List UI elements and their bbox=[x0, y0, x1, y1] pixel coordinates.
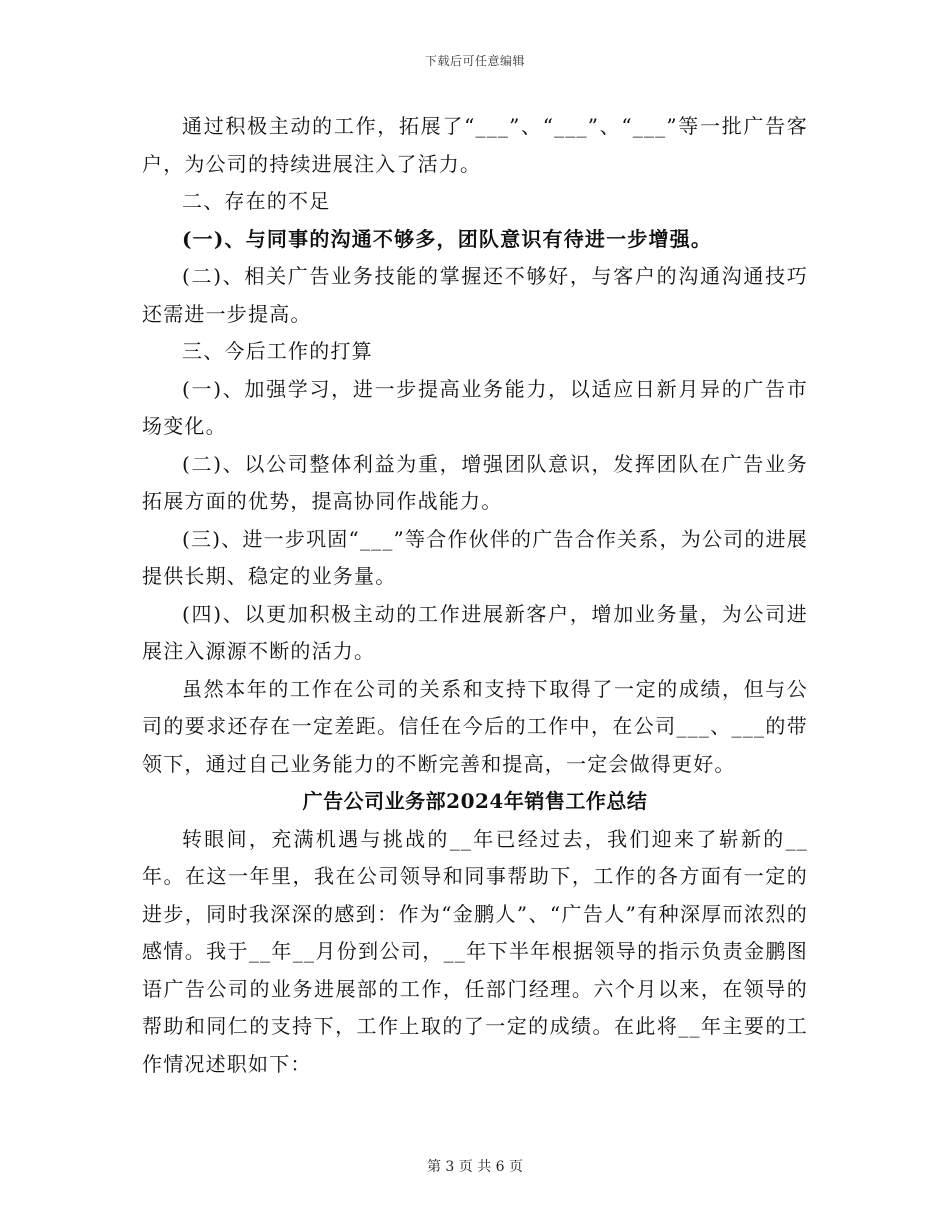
section-title: 广告公司业务部2024年销售工作总结 bbox=[302, 789, 648, 813]
plan-item-2: (二)、以公司整体利益为重，增强团队意识，发挥团队在广告业务拓展方面的优势，提高协同作战能力。 bbox=[142, 451, 808, 513]
shortcoming-item-1: (一)、与同事的沟通不够多，团队意识有待进一步增强。 bbox=[182, 226, 713, 251]
heading-shortcomings: 二、存在的不足 bbox=[182, 189, 331, 213]
page-header: 下载后可任意编辑 bbox=[424, 54, 525, 68]
paragraph-new-clients: 通过积极主动的工作，拓展了“___”、“___”、“___”等一批广告客户，为公司的持续进展注入了活力。 bbox=[142, 114, 808, 176]
plan-item-3: (三)、进一步巩固“___”等合作伙伴的广告合作关系，为公司的进展提供长期、稳定的业务量。 bbox=[142, 526, 808, 588]
plan-item-1: (一)、加强学习，进一步提高业务能力，以适应日新月异的广告市场变化。 bbox=[142, 376, 808, 438]
shortcoming-item-2: (二)、相关广告业务技能的掌握还不够好，与客户的沟通沟通技巧还需进一步提高。 bbox=[142, 264, 808, 326]
plan-item-4: (四)、以更加积极主动的工作进展新客户，增加业务量，为公司进展注入源源不断的活力。 bbox=[142, 601, 808, 663]
intro-paragraph: 转眼间，充满机遇与挑战的__年已经过去，我们迎来了崭新的__年。在这一年里，我在公司领导和同事帮助下，工作的各方面有一定的进步，同时我深深的感到：作为“金鹏人”、“广告人”有种深厚而浓烈的感情。我于__年__月份到公司，__年下半年根据领导的指示负责金鹏图语广告公司的业务进展部的工作，任部门经理。六个月以来，在领导的帮助和同仁的支持下，工作上取的了一定的成绩。在此将__年主要的工作情况述职如下： bbox=[142, 826, 808, 1076]
closing-paragraph: 虽然本年的工作在公司的关系和支持下取得了一定的成绩，但与公司的要求还存在一定差距。信任在今后的工作中，在公司___、___的带领下，通过自己业务能力的不断完善和提高，一定会做得更好。 bbox=[142, 676, 808, 776]
document-body bbox=[142, 108, 808, 1083]
page-footer: 第 3 页 共 6 页 bbox=[426, 1159, 524, 1175]
heading-future-plans: 三、今后工作的打算 bbox=[182, 339, 373, 363]
